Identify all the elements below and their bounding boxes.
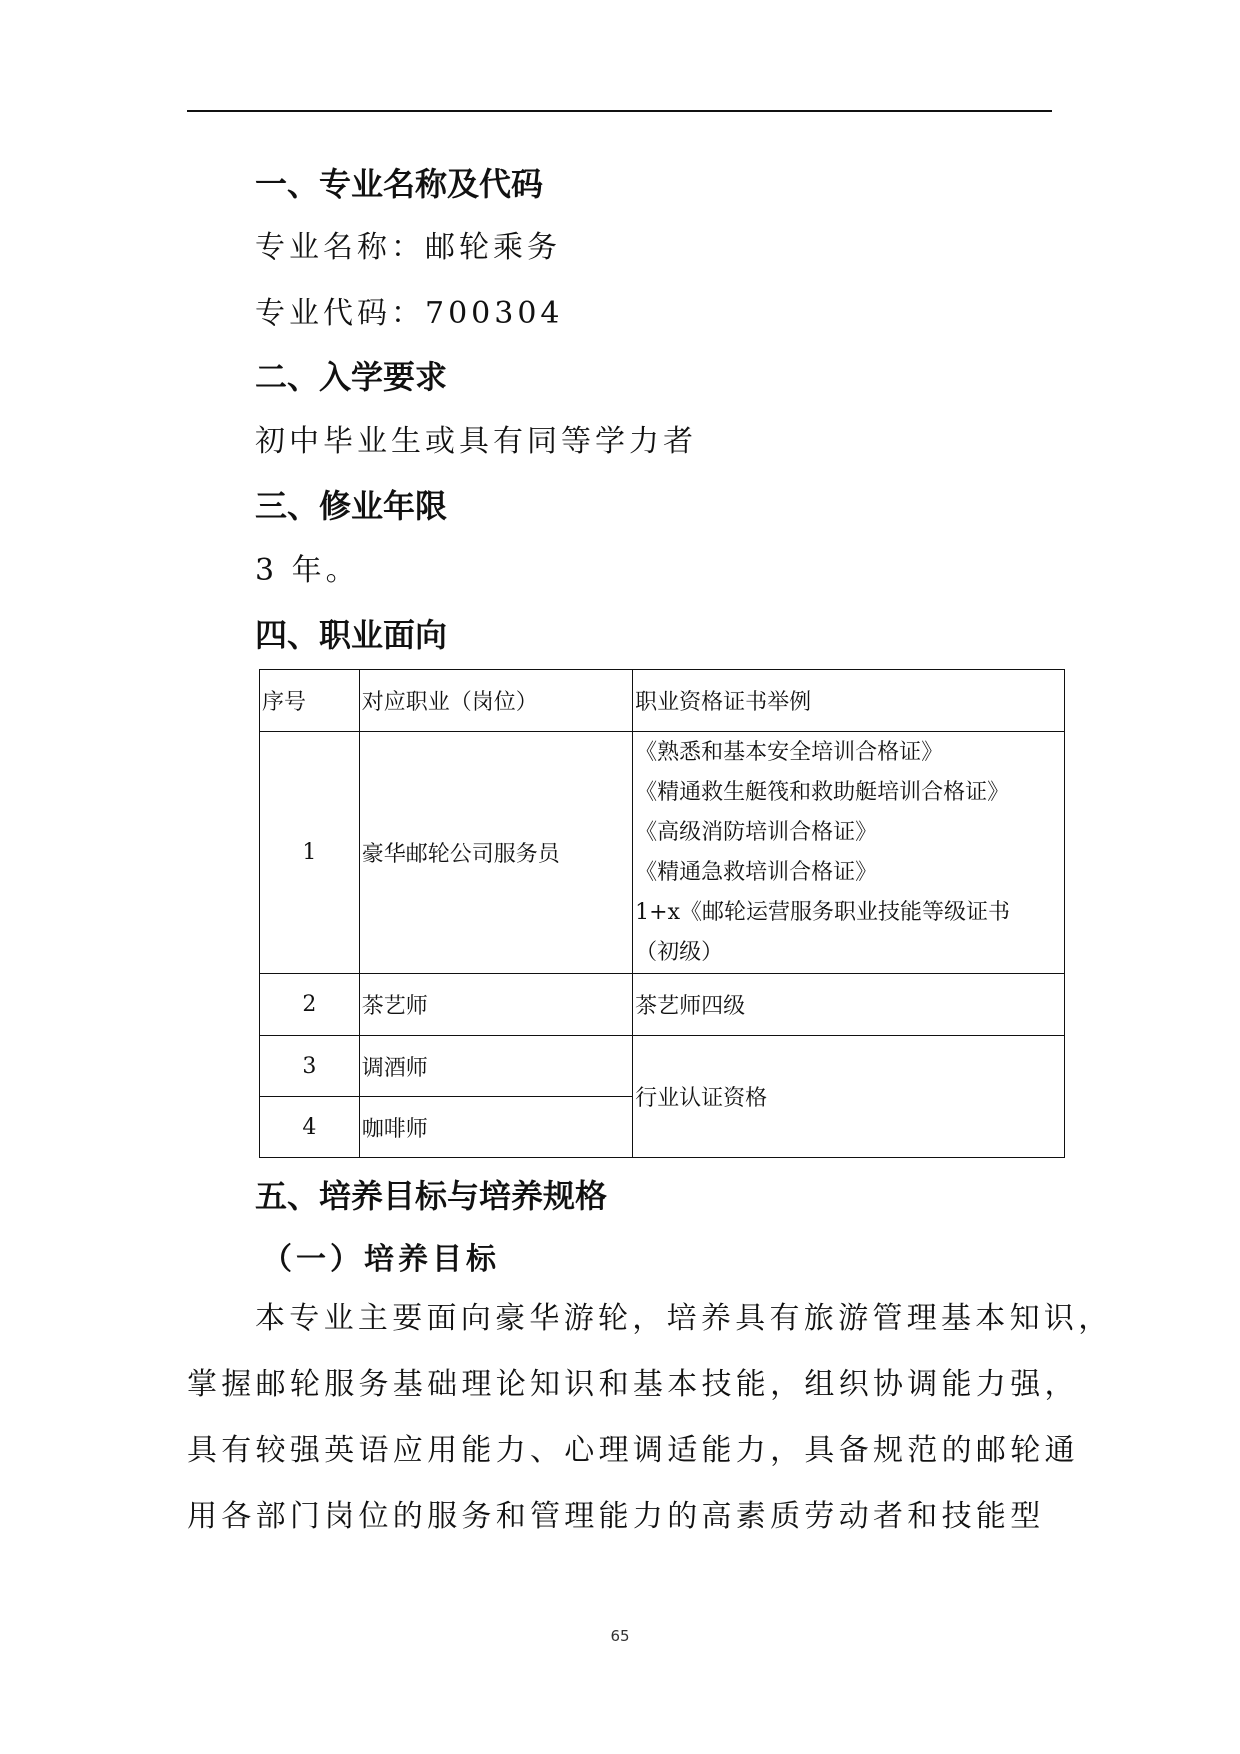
table-row [260, 974, 1065, 1036]
section-2-title: 二、入学要求 [255, 358, 448, 396]
header-rule [187, 110, 1052, 112]
study-duration: 3 年。 [255, 553, 360, 588]
certificate-item: 《精通急救培训合格证》 [635, 859, 878, 885]
section-5-subtitle: （一）培养目标 [262, 1242, 500, 1277]
certificate-item: 茶艺师四级 [633, 974, 1065, 1036]
table-header-cell: 序号 [260, 670, 360, 732]
certificate-list [633, 732, 1065, 974]
section-1-title: 一、专业名称及代码 [255, 165, 544, 203]
table-row [260, 1036, 1065, 1097]
certificate-item: 行业认证资格 [633, 1036, 1065, 1158]
row-number: 1 [260, 732, 360, 974]
job-title: 茶艺师 [359, 974, 632, 1036]
paragraph-line: 掌握邮轮服务基础理论知识和基本技能，组织协调能力强， [187, 1367, 1079, 1402]
major-name: 专业名称：邮轮乘务 [255, 230, 561, 265]
occupation-table [259, 669, 1065, 1158]
row-number: 3 [260, 1036, 360, 1097]
certificate-item: 1+x《邮轮运营服务职业技能等级证书 [635, 899, 1010, 925]
row-number: 4 [260, 1097, 360, 1158]
certificate-item: （初级） [635, 939, 724, 965]
section-5-title: 五、培养目标与培养规格 [255, 1177, 608, 1215]
certificate-item: 《高级消防培训合格证》 [635, 819, 878, 845]
job-title: 咖啡师 [359, 1097, 632, 1158]
row-number: 2 [260, 974, 360, 1036]
page-number: 65 [610, 1627, 630, 1645]
table-header-cell: 职业资格证书举例 [633, 670, 1065, 732]
table-header-row [260, 670, 1065, 732]
job-title: 调酒师 [359, 1036, 632, 1097]
training-goal-paragraph [187, 1286, 1113, 1550]
paragraph-line: 具有较强英语应用能力、心理调适能力，具备规范的邮轮通 [187, 1433, 1079, 1468]
paragraph-line: 本专业主要面向豪华游轮，培养具有旅游管理基本知识， [255, 1301, 1113, 1336]
section-4-title: 四、职业面向 [255, 616, 448, 654]
section-3-title: 三、修业年限 [255, 487, 448, 525]
job-title: 豪华邮轮公司服务员 [359, 732, 632, 974]
admission-requirement: 初中毕业生或具有同等学力者 [255, 424, 697, 459]
table-header-cell: 对应职业（岗位） [359, 670, 632, 732]
certificate-item: 《熟悉和基本安全培训合格证》 [635, 739, 944, 765]
paragraph-line: 用各部门岗位的服务和管理能力的高素质劳动者和技能型 [187, 1499, 1045, 1534]
table-row [260, 732, 1065, 974]
certificate-item: 《精通救生艇筏和救助艇培训合格证》 [635, 779, 1010, 805]
major-code: 专业代码：700304 [255, 296, 564, 331]
